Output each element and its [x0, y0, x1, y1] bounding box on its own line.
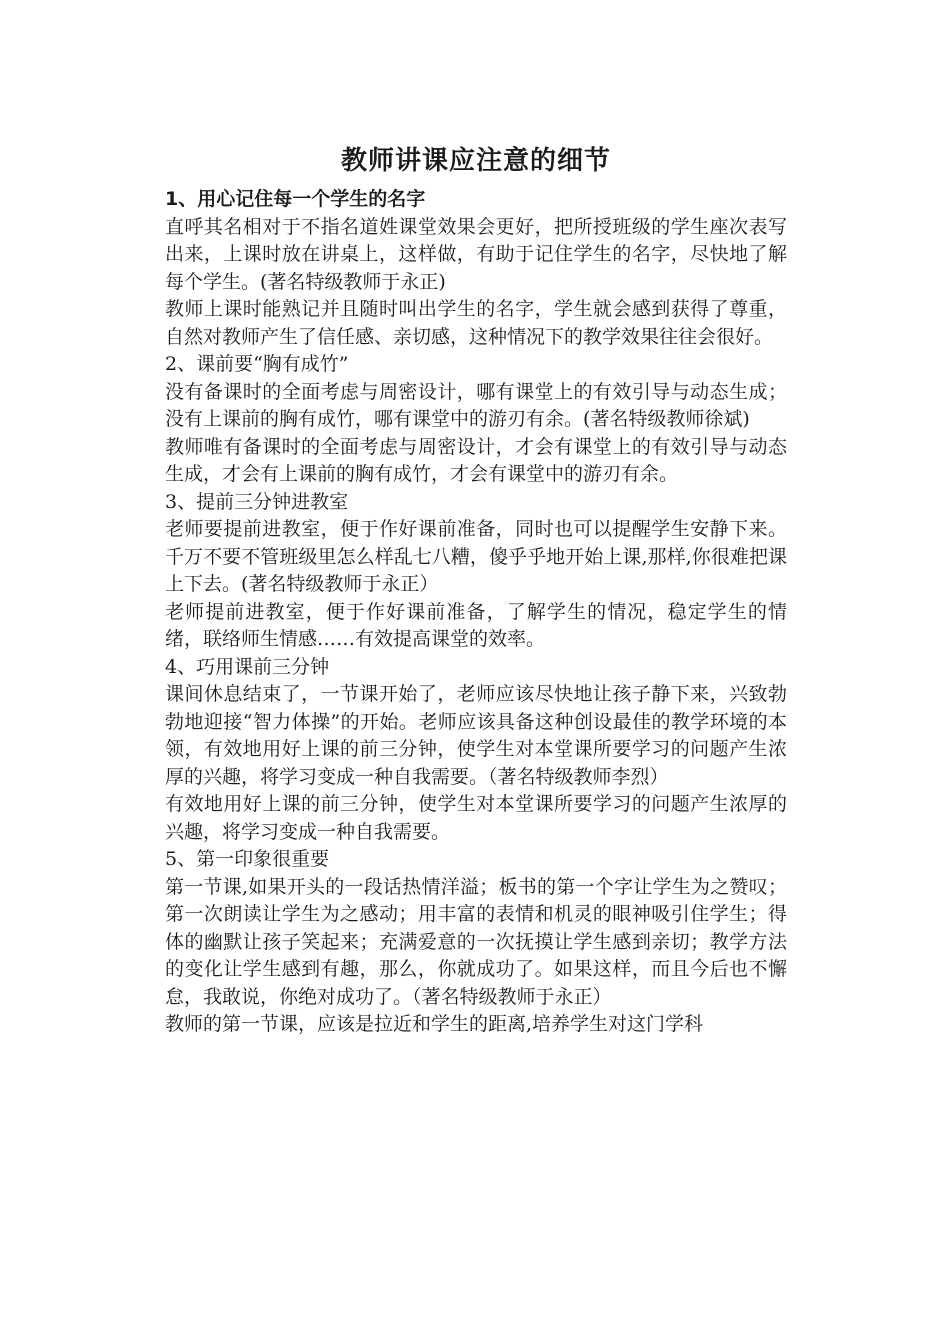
section-paragraph: 教师上课时能熟记并且随时叫出学生的名字，学生就会感到获得了尊重，自然对教师产生了信任感、亲切感，这种情况下的教学效果往往会很好。	[165, 298, 787, 348]
section-5	[165, 846, 787, 1039]
section-1	[165, 186, 787, 351]
section-paragraph: 老师提前进教室，便于作好课前准备，了解学生的情况，稳定学生的情绪，联络师生情感……有效提高课堂的效率。	[165, 600, 787, 650]
section-3	[165, 489, 787, 654]
section-paragraph: 直呼其名相对于不指名道姓课堂效果会更好，把所授班级的学生座次表写出来，上课时放在讲桌上，这样做，有助于记住学生的名字，尽快地了解每个学生。(著名特级教师于永正)	[165, 215, 787, 293]
document-title: 教师讲课应注意的细节	[340, 146, 611, 176]
section-4	[165, 654, 787, 847]
section-paragraph: 教师唯有备课时的全面考虑与周密设计，才会有课堂上的有效引导与动态生成，才会有上课前的胸有成竹，才会有课堂中的游刃有余。	[165, 435, 787, 485]
section-heading: 2、课前要“胸有成竹”	[165, 353, 349, 375]
section-paragraph: 第一节课,如果开头的一段话热情洋溢；板书的第一个字让学生为之赞叹；第一次朗读让学生为之感动；用丰富的表情和机灵的眼神吸引住学生；得体的幽默让孩子笑起来；充满爱意的一次抚摸让学生感到亲切；教学方法的变化让学生感到有趣，那么，你就成功了。如果这样，而且今后也不懈怠，我敢说，你绝对成功了。（著名特级教师于永正）	[165, 875, 787, 1008]
section-paragraph: 没有备课时的全面考虑与周密设计，哪有课堂上的有效引导与动态生成；没有上课前的胸有成竹，哪有课堂中的游刃有余。(著名特级教师徐斌)	[165, 380, 787, 430]
section-heading: 4、巧用课前三分钟	[165, 655, 330, 678]
section-heading: 3、提前三分钟进教室	[165, 490, 349, 513]
section-heading: 1、用心记住每一个学生的名字	[165, 188, 426, 210]
section-paragraph: 课间休息结束了，一节课开始了，老师应该尽快地让孩子静下来，兴致勃勃地迎接“智力体操”的开始。老师应该具备这种创设最佳的教学环境的本领，有效地用好上课的前三分钟，使学生对本堂课所要学习的问题产生浓厚的兴趣，将学习变成一种自我需要。（著名特级教师李烈）	[165, 683, 787, 788]
document-body	[165, 140, 787, 1039]
section-2	[165, 351, 787, 489]
section-paragraph: 老师要提前进教室，便于作好课前准备，同时也可以提醒学生安静下来。千万不要不管班级里怎么样乱七八糟，傻乎乎地开始上课,那样,你很难把课上下去。(著名特级教师于永正）	[165, 518, 787, 595]
section-paragraph: 有效地用好上课的前三分钟，使学生对本堂课所要学习的问题产生浓厚的兴趣，将学习变成一种自我需要。	[165, 793, 787, 843]
section-heading: 5、第一印象很重要	[165, 848, 330, 870]
section-paragraph: 教师的第一节课，应该是拉近和学生的距离,培养学生对这门学科	[165, 1013, 704, 1035]
